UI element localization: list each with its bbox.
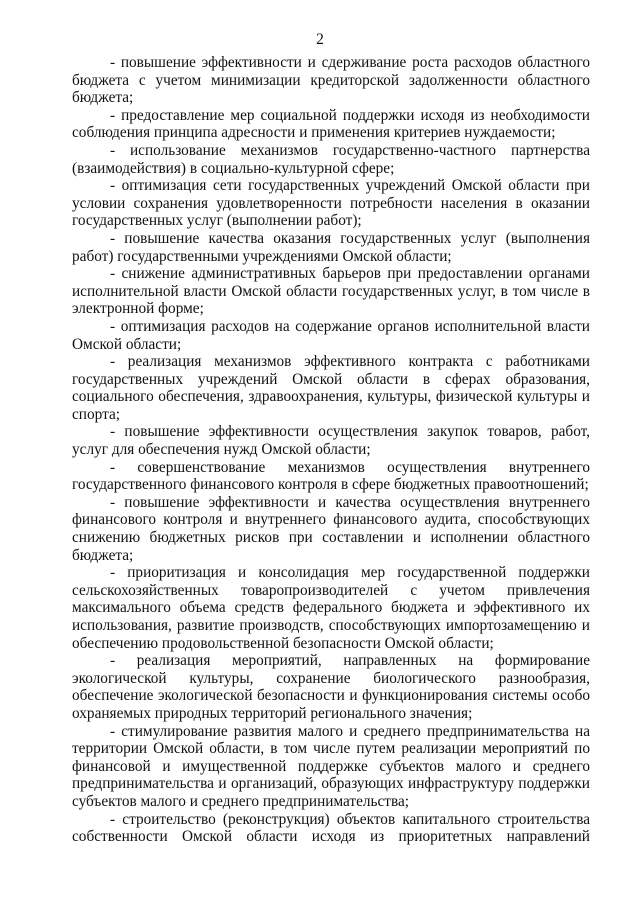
list-item: - повышение качества оказания государственных услуг (выполнения работ) государственными учреждениями Омской области;: [72, 229, 590, 265]
list-item: - повышение эффективности и сдерживание роста расходов областного бюджета с учетом минимизации кредиторской задолженности областного бюджета;: [72, 54, 590, 107]
list-item: - строительство (реконструкция) объектов капитального строительства собственности Омской области исходя из приоритетных направлений: [72, 810, 590, 846]
list-item: - реализация механизмов эффективного контракта с работниками государственных учреждений Омской области в сферах образования, социального обеспечения, здравоохранения, культуры, физической культуры и спорта;: [72, 353, 590, 423]
list-item: - повышение эффективности и качества осуществления внутреннего финансового контроля и внутреннего финансового аудита, способствующих снижению бюджетных рисков при составлении и исполнении областного бюджета;: [72, 493, 590, 564]
list-item: - предоставление мер социальной поддержки исходя из необходимости соблюдения принципа адресности и применения критериев нуждаемости;: [72, 106, 590, 142]
page-number: 2: [316, 31, 324, 48]
list-item: - снижение административных барьеров при предоставлении органами исполнительной власти Омской области государственных услуг, в том числе в электронной форме;: [72, 265, 590, 318]
list-item: - стимулирование развития малого и среднего предпринимательства на территории Омской области, в том числе путем реализации мероприятий по финансовой и имущественной поддержке субъектов малого и среднего предпринимательства и организаций, образующих инфраструктуру поддержки субъектов малого и среднего предпринимательства;: [72, 722, 590, 810]
list-item: - совершенствование механизмов осуществления внутреннего государственного финансового контроля в сфере бюджетных правоотношений;: [72, 458, 590, 494]
list-item: - повышение эффективности осуществления закупок товаров, работ, услуг для обеспечения нужд Омской области;: [72, 423, 590, 459]
document-body: [72, 54, 590, 846]
list-item: - приоритизация и консолидация мер государственной поддержки сельскохозяйственных товаропроизводителей с учетом привлечения максимального объема средств федерального бюджета и эффективного их использования, развитие производств, способствующих импортозамещению и обеспечению продовольственной безопасности Омской области;: [72, 564, 590, 652]
list-item: - реализация мероприятий, направленных на формирование экологической культуры, сохранение биологического разнообразия, обеспечение экологической безопасности и функционирования системы особо охраняемых природных территорий регионального значения;: [72, 652, 590, 722]
list-item: - использование механизмов государственно-частного партнерства (взаимодействия) в социально-культурной сфере;: [72, 141, 590, 177]
list-item: - оптимизация сети государственных учреждений Омской области при условии сохранения удовлетворенности потребности населения в оказании государственных услуг (выполнении работ);: [72, 177, 590, 230]
list-item: - оптимизация расходов на содержание органов исполнительной власти Омской области;: [72, 317, 590, 353]
